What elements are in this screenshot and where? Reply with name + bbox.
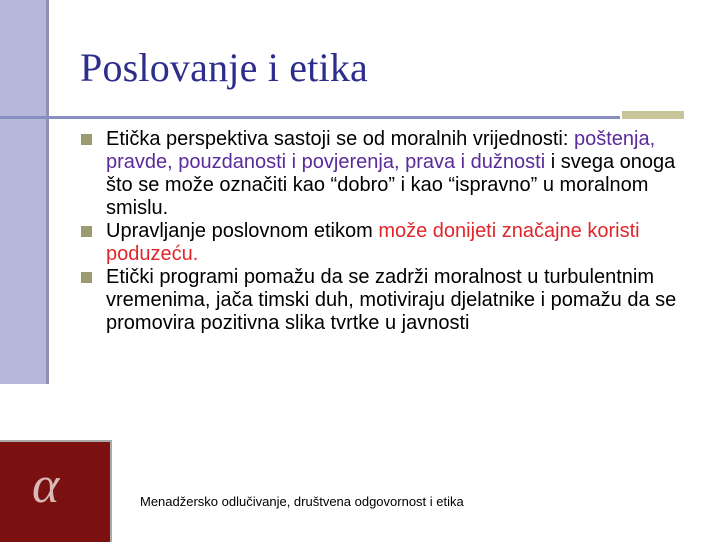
bullet-item [80, 220, 700, 266]
alpha-icon: α [32, 457, 60, 514]
left-decor-bar [0, 0, 49, 384]
bullet-square-icon [81, 134, 92, 145]
title-rule-accent [622, 111, 684, 119]
slide-footer: Menadžersko odlučivanje, društvena odgovornost i etika [140, 494, 464, 509]
bullet-list [80, 128, 700, 335]
bullet-highlight: može donijeti značajne koristi poduzeću. [106, 220, 640, 265]
slide-title: Poslovanje i etika [80, 45, 368, 90]
bullet-text: i svega onoga što se može označiti kao “dobro” i kao “ispravno” u moralnom smislu. [106, 151, 676, 219]
bullet-item [80, 266, 700, 335]
bullet-square-icon [81, 272, 92, 283]
bullet-square-icon [81, 226, 92, 237]
bullet-item [80, 128, 700, 220]
alpha-logo [0, 440, 112, 542]
title-rule [0, 116, 620, 119]
bullet-text: Upravljanje poslovnom etikom [106, 220, 379, 242]
bullet-text: Etička perspektiva sastoji se od moralnih vrijednosti: [106, 128, 574, 150]
bullet-text: Etički programi pomažu da se zadrži moralnost u turbulentnim vremenima, jača timski duh, motiviraju djelatnike i pomažu da se promovira pozitivna slika tvrtke u javnosti [106, 266, 677, 334]
bullet-highlight: poštenja, pravde, pouzdanosti i povjerenja, prava i dužnosti [106, 128, 656, 173]
